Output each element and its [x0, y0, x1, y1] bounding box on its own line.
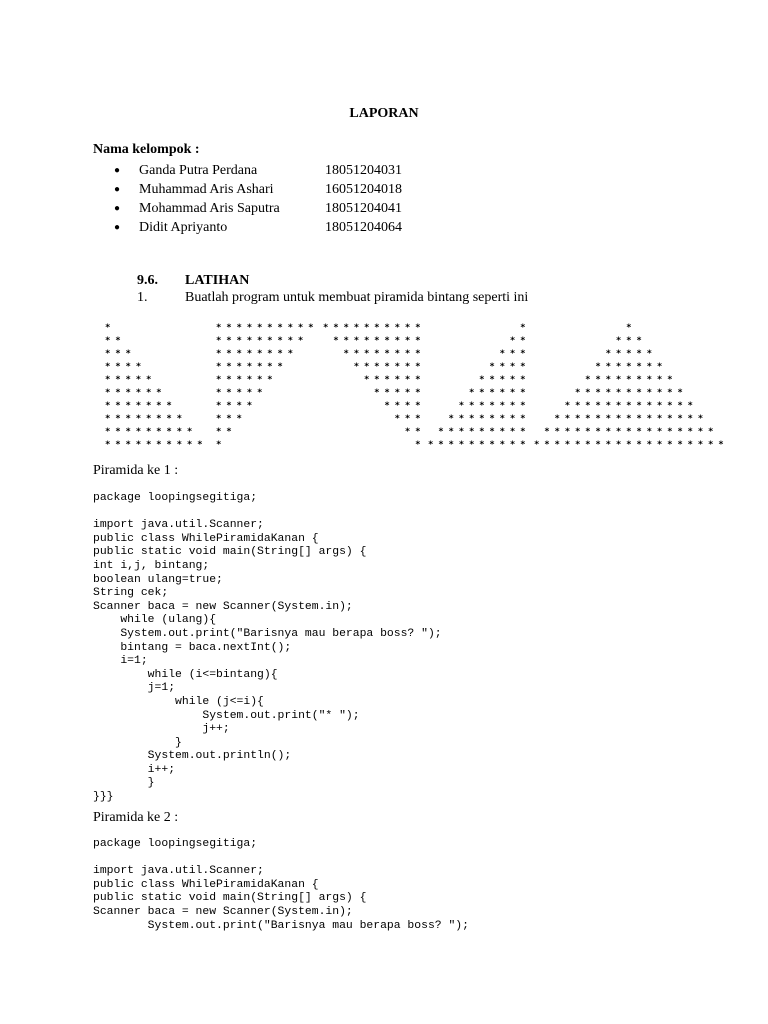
member-name: Ganda Putra Perdana — [139, 163, 258, 178]
member-list — [114, 161, 402, 237]
code-block-2: package loopingsegitiga; import java.util.Scanner; public class WhilePiramidaKanan { public static void main(String[] args) { Scanner baca = new Scanner(System.in); System.out.print("Barisnya mau berapa boss? "); — [93, 838, 469, 932]
member-nim: 16051204018 — [325, 182, 402, 197]
bullet-icon: ● — [114, 184, 121, 195]
pyramid-3: * * * * * * * * * * * * * * * * * * * * * * * * * * * * * * * * * * * * * * * * * * * * * * * * * * * * * * * — [323, 323, 421, 450]
pyramid-2: * * * * * * * * * * * * * * * * * * * * * * * * * * * * * * * * * * * * * * * * * * * * * * * * * * * * * * * — [216, 323, 314, 450]
group-label: Nama kelompok : — [93, 142, 200, 157]
pyramid-heading-1: Piramida ke 1 : — [93, 463, 179, 478]
pyramid-5: * * * * * * * * * * * * * * * * * * * * * * * * * * * * * * * * * * * * * * * * * * * * * * * * * * * * * * * * * * * * * * * * * * * * * * * * * * * * * * * * * * * * * * * * * * * * * * * * * * * * — [534, 323, 724, 450]
member-name: Didit Apriyanto — [139, 220, 228, 235]
list-item — [114, 161, 402, 180]
section-number: 9.6. — [137, 273, 158, 288]
pyramid-heading-2: Piramida ke 2 : — [93, 810, 179, 825]
member-name: Mohammad Aris Saputra — [139, 201, 280, 216]
page-title: LAPORAN — [349, 106, 419, 121]
bullet-icon: ● — [114, 165, 121, 176]
member-nim: 18051204031 — [325, 163, 402, 178]
code-block-1: package loopingsegitiga; import java.util.Scanner; public class WhilePiramidaKanan { public static void main(String[] args) { int i,j, bintang; boolean ulang=true; String cek; Scanner baca = new Scanner(System.in); while (ulang){ System.out.print("Barisnya mau berapa boss? "); bintang = baca.nextInt(); i=1; while (i<=bintang){ j=1; while (j<=i){ System.out.print("* "); j++; } System.out.println(); i++; } }}} — [93, 492, 442, 804]
section-title: LATIHAN — [185, 273, 250, 288]
task-number: 1. — [137, 290, 148, 305]
pyramid-1: * * * * * * * * * * * * * * * * * * * * * * * * * * * * * * * * * * * * * * * * * * * * * * * * * * * * * * * — [105, 323, 203, 450]
pyramid-4: * * * * * * * * * * * * * * * * * * * * * * * * * * * * * * * * * * * * * * * * * * * * * * * * * * * * * * * — [428, 323, 526, 450]
member-nim: 18051204064 — [325, 220, 402, 235]
member-nim: 18051204041 — [325, 201, 402, 216]
member-name: Muhammad Aris Ashari — [139, 182, 274, 197]
section-heading — [137, 273, 249, 289]
list-item — [114, 199, 402, 218]
task-text: Buatlah program untuk membuat piramida bintang seperti ini — [185, 290, 529, 305]
list-item — [114, 180, 402, 199]
task-item — [137, 290, 528, 306]
list-item — [114, 218, 402, 237]
bullet-icon: ● — [114, 222, 121, 233]
bullet-icon: ● — [114, 203, 121, 214]
